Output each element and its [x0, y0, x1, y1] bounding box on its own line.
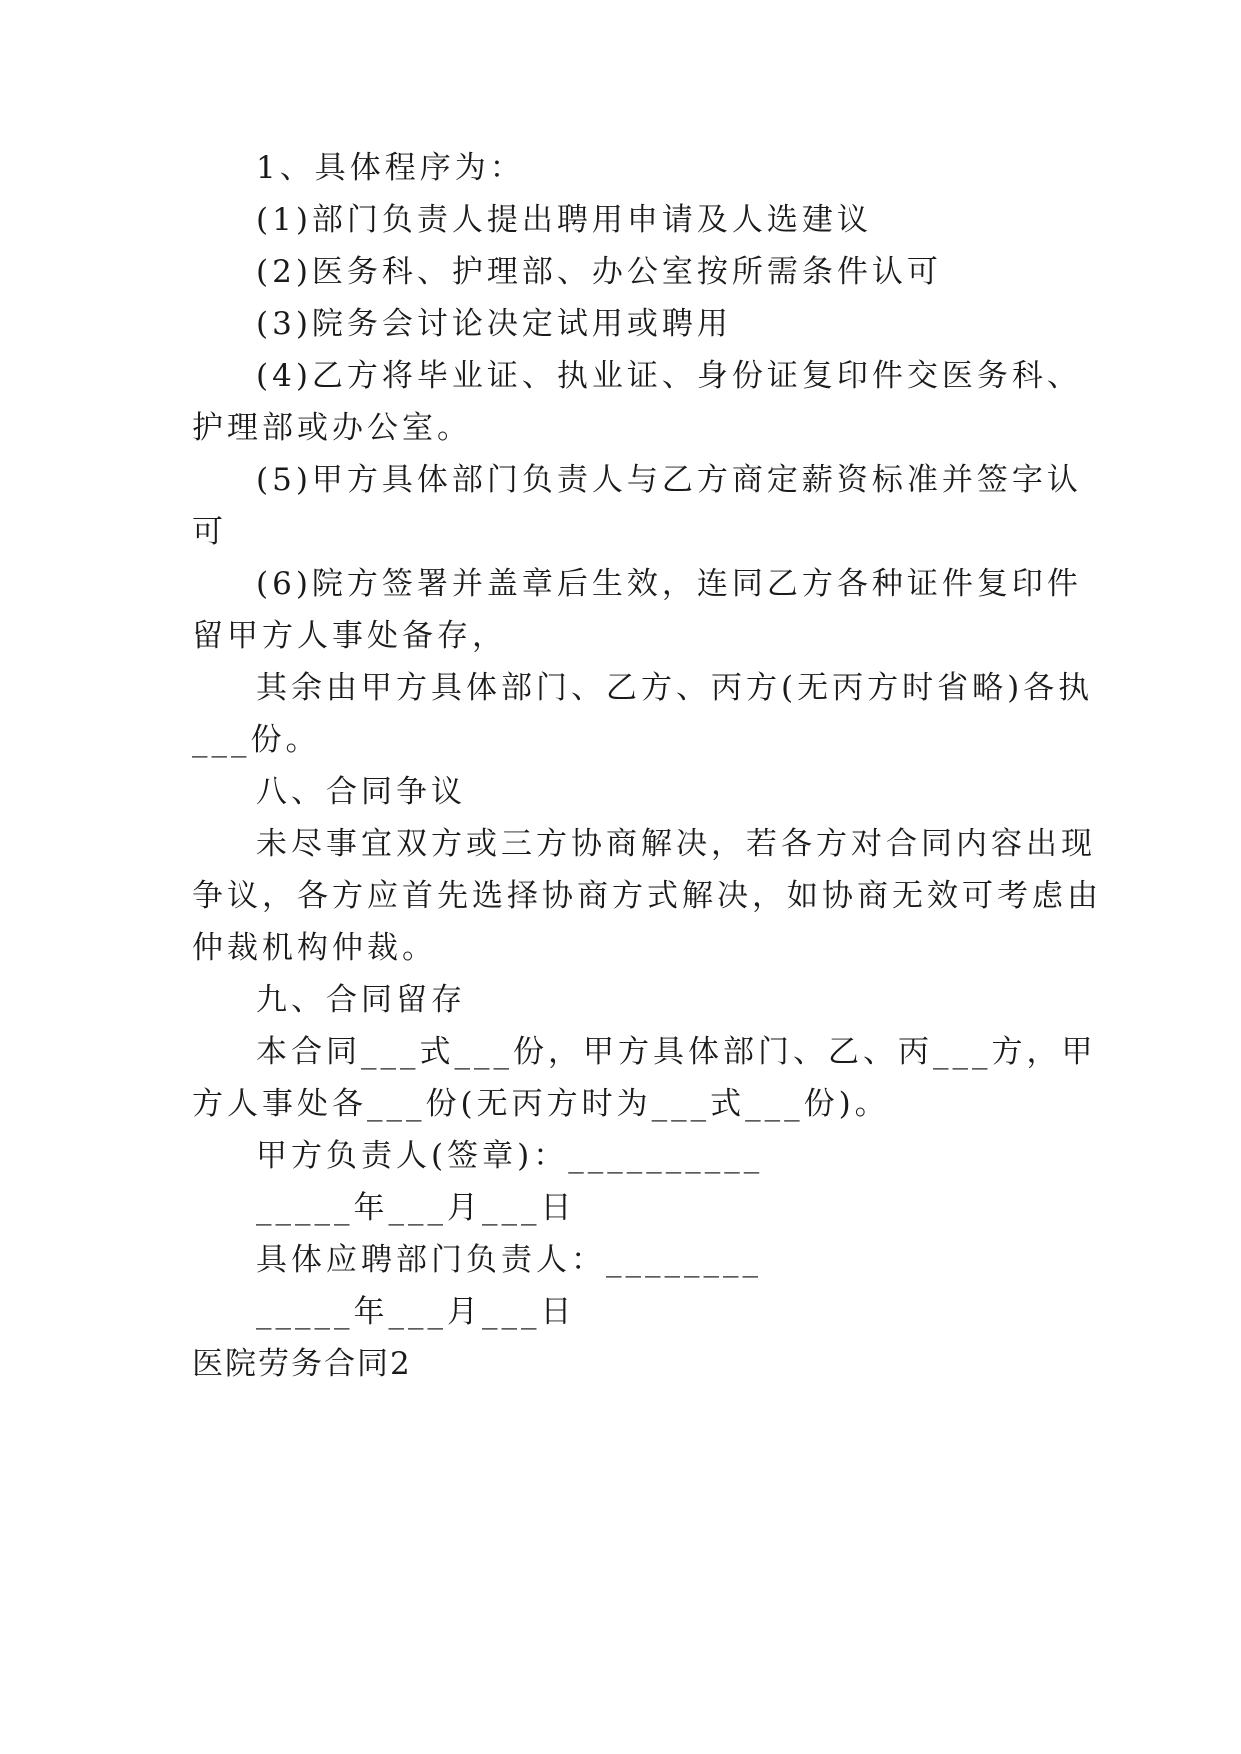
text-line: (6)院方签署并盖章后生效，连同乙方各种证件复印件	[256, 566, 1082, 602]
signature-line: 具体应聘部门负责人：________	[256, 1242, 762, 1278]
text-line: 未尽事宜双方或三方协商解决，若各方对合同内容出现	[256, 826, 1096, 862]
signature-line: 甲方负责人(签章)：__________	[256, 1138, 764, 1174]
text-line: 争议，各方应首先选择协商方式解决，如协商无效可考虑由	[192, 878, 1102, 914]
section-heading: 八、合同争议	[256, 774, 466, 810]
text-line: (1)部门负责人提出聘用申请及人选建议	[256, 202, 872, 238]
text-line: 仲裁机构仲裁。	[192, 930, 437, 966]
section-heading: 九、合同留存	[256, 982, 466, 1018]
date-line: _____年___月___日	[256, 1190, 576, 1226]
text-line: (5)甲方具体部门负责人与乙方商定薪资标准并签字认	[256, 462, 1082, 498]
text-line: (4)乙方将毕业证、执业证、身份证复印件交医务科、	[256, 358, 1082, 394]
text-line: 方人事处各___份(无丙方时为___式___份)。	[192, 1086, 890, 1122]
text-line: 1、具体程序为：	[256, 150, 525, 186]
text-line: ___份。	[192, 722, 321, 758]
text-line: 可	[192, 514, 227, 550]
date-line: _____年___月___日	[256, 1294, 576, 1330]
document-title: 医院劳务合同2	[192, 1346, 412, 1382]
text-line: (3)院务会讨论决定试用或聘用	[256, 306, 732, 342]
text-line: 护理部或办公室。	[192, 410, 472, 446]
text-line: 留甲方人事处备存，	[192, 618, 507, 654]
text-line: 本合同___式___份，甲方具体部门、乙、丙___方，甲	[256, 1034, 1097, 1070]
text-line: 其余由甲方具体部门、乙方、丙方(无丙方时省略)各执	[256, 670, 1094, 706]
text-line: (2)医务科、护理部、办公室按所需条件认可	[256, 254, 942, 290]
